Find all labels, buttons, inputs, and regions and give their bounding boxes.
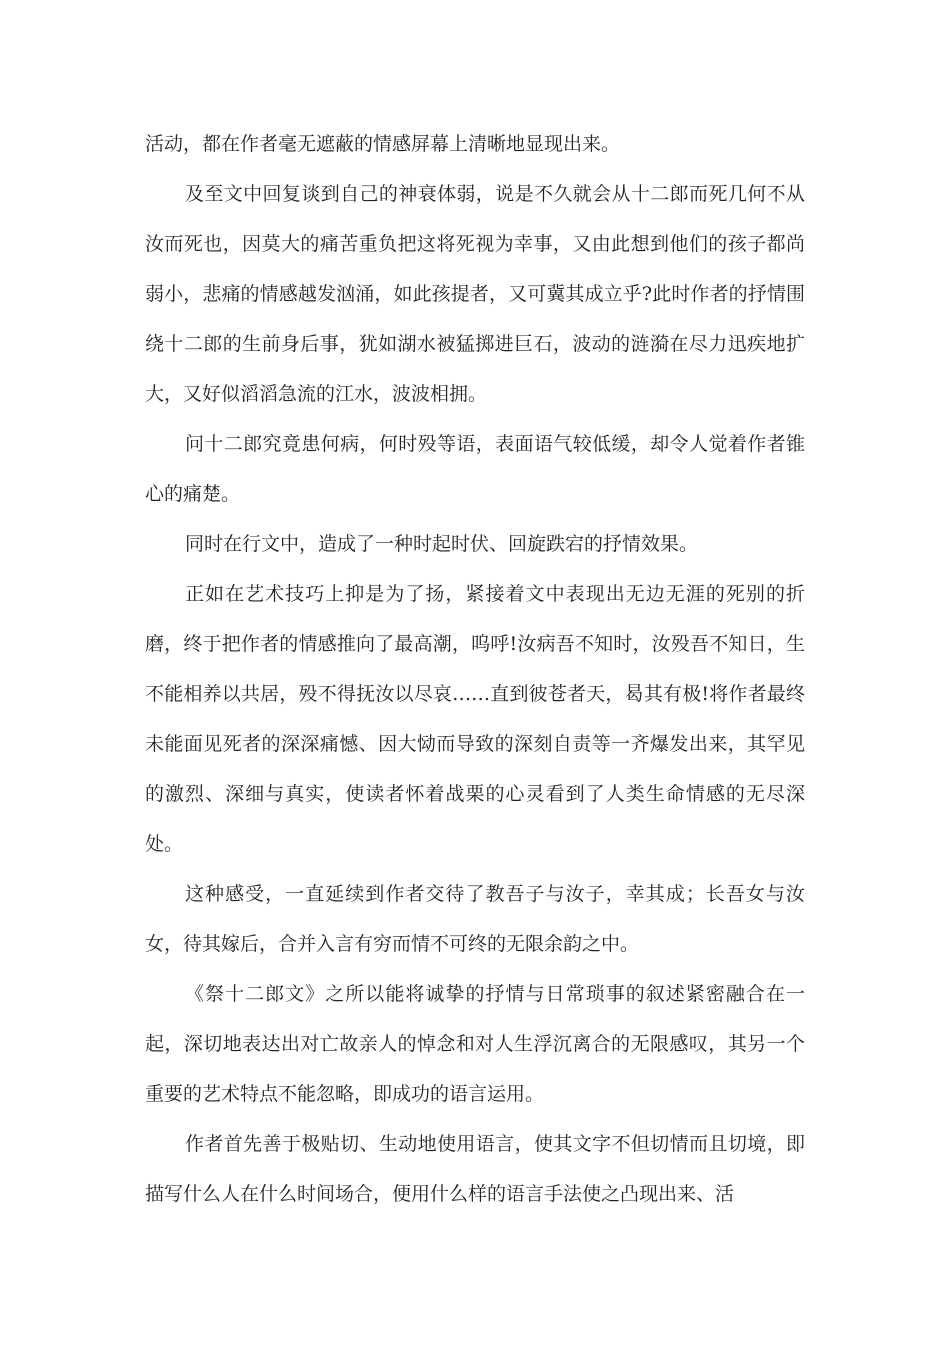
paragraph-4: 同时在行文中，造成了一种时起时伏、回旋跌宕的抒情效果。 xyxy=(185,533,699,555)
paragraph-2: 及至文中回复谈到自己的神衰体弱，说是不久就会从十二郎而死几何不从汝而死也，因莫大的痛苦重负把这将死视为幸事，又由此想到他们的孩子都尚弱小，悲痛的情感越发汹涌，如此孩提者，又可冀其成立乎?此时作者的抒情围绕十二郎的生前身后事，犹如湖水被猛掷进巨石，波动的涟漪在尽力迅疾地扩大，又好似滔滔急流的江水，波波相拥。 xyxy=(145,183,805,405)
paragraph-8: 作者首先善于极贴切、生动地使用语言，使其文字不但切情而且切境，即描写什么人在什么时间场合，便用什么样的语言手法使之凸现出来、活 xyxy=(145,1133,805,1205)
paragraph-6: 这种感受，一直延续到作者交待了教吾子与汝子，幸其成；长吾女与汝女，待其嫁后，合并入言有穷而情不可终的无限余韵之中。 xyxy=(145,883,805,955)
paragraph-3: 问十二郎究竟患何病，何时殁等语，表面语气较低缓，却令人觉着作者锥心的痛楚。 xyxy=(145,433,805,505)
paragraph-7: 《祭十二郎文》之所以能将诚挚的抒情与日常琐事的叙述紧密融合在一起，深切地表达出对亡故亲人的悼念和对人生浮沉离合的无限感叹，其另一个重要的艺术特点不能忽略，即成功的语言运用。 xyxy=(145,983,805,1105)
document-body xyxy=(145,119,805,1219)
paragraph-5: 正如在艺术技巧上抑是为了扬，紧接着文中表现出无边无涯的死别的折磨，终于把作者的情感推向了最高潮，呜呼!汝病吾不知时，汝殁吾不知日，生不能相养以共居，殁不得抚汝以尽哀……直到彼苍者天，曷其有极!将作者最终未能面见死者的深深痛憾、因大恸而导致的深刻自责等一齐爆发出来，其罕见的激烈、深细与真实，使读者怀着战栗的心灵看到了人类生命情感的无尽深处。 xyxy=(145,583,805,855)
paragraph-1: 活动，都在作者毫无遮蔽的情感屏幕上清晰地显现出来。 xyxy=(145,133,621,155)
